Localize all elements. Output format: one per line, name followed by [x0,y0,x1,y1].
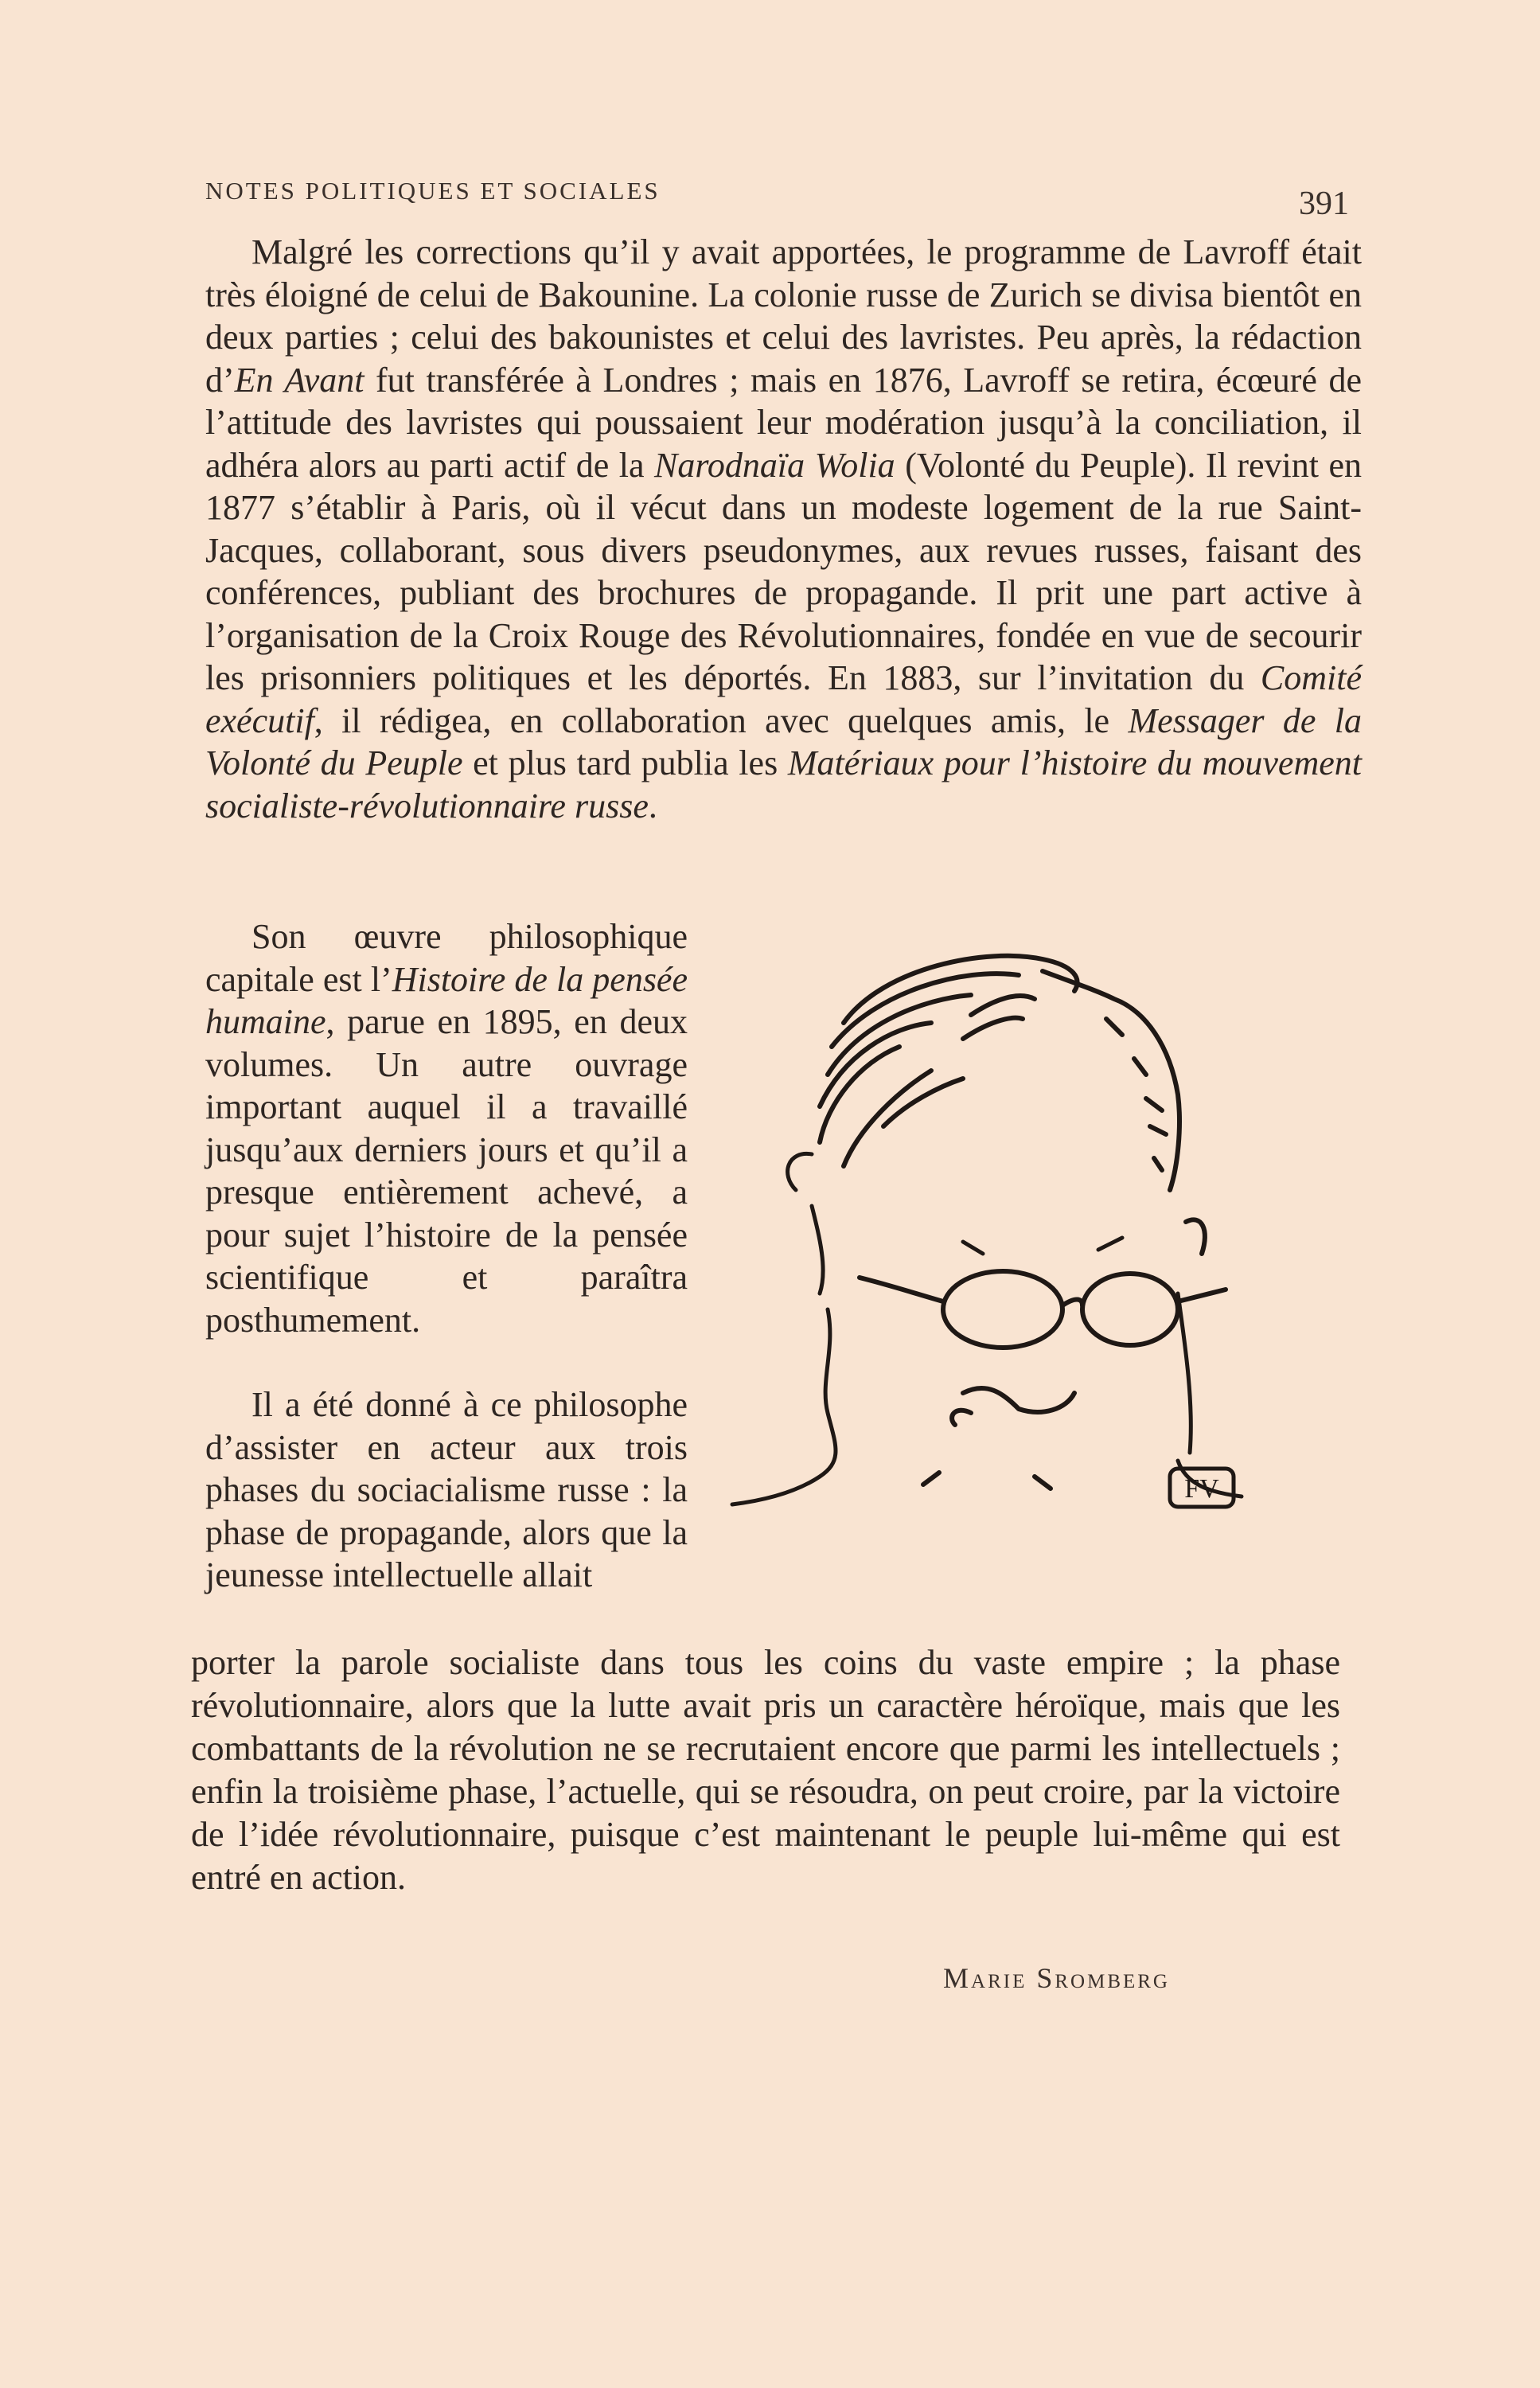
text-run: Malgré les corrections qu’il y avait apportées, le programme de Lavroff était très éloigné de celui de Bakounine. La colonie russe de Zurich se divisa bientôt en deux parties ; celui des bakounistes et celui des lavristes. Peu après, la rédaction d’ [205,232,1362,400]
glasses [860,1271,1226,1348]
author-signature: Marie Sromberg [943,1962,1170,1994]
italic-title: Narodnaïa Wolia [654,445,895,485]
paragraph-2 [205,915,688,1341]
monogram-text: FV [1184,1474,1219,1504]
portrait-illustration [700,935,1353,1636]
italic-title: Matériaux pour l’histoire du mouvement socialiste-révolutionnaire russe [205,743,1362,825]
text-run: porter la parole socialiste dans tous les coins du vaste empire ; la phase révolutionnaire, alors que la lutte avait pris un caractère héroïque, mais que les combattants de la révolution ne se recrutaient encore que parmi les intellectuels ; enfin la troisième phase, l’actuelle, qui se résoudra, on peut croire, par la victoire de l’idée révolutionnaire, puisque c’est maintenant le peuple lui-même qui est entré en action. [191,1643,1340,1897]
face-outline [732,1153,1242,1504]
monogram [1170,1469,1234,1507]
text-run: , parue en 1895, en deux volumes. Un autre ouvrage important auquel il a travaillé jusqu’aux derniers jours et qu’il a presque entièrement achevé, a pour sujet l’histoire de la pensée scientifique et paraîtra posthumement. [205,1002,688,1340]
text-run: . [648,786,657,825]
text-run: (Volonté du Peuple). Il revint en 1877 s’établir à Paris, où il vécut dans un modeste logement de la rue Saint-Jacques, collaborant, sous divers pseudonymes, aux revues russes, faisant des conférences, publiant des brochures de propagande. Il prit une part active à l’organisation de la Croix Rouge des Révolutionnaires, fondée en vue de secourir les prisonniers politiques et les déportés. En 1883, sur l’invitation du [205,445,1362,697]
paragraph-4 [191,1641,1340,1899]
italic-title: En Avant [234,360,365,400]
text-run: et plus tard publia les [462,743,788,782]
moustache-mouth [923,1388,1074,1489]
page-number: 391 [1299,185,1349,222]
text-run: Il a été donné à ce philosophe d’assister en acteur aux trois phases du sociacialisme russe : la phase de propagande, alors que la jeunesse intellectuelle allait [205,1385,688,1594]
italic-title: Comité exécutif [205,658,1362,740]
text-run: Son œuvre philosophique capitale est l’ [205,917,688,999]
hair-strokes [820,956,1205,1254]
text-run: fut transférée à Londres ; mais en 1876, Lavroff se retira, écœuré de l’attitude des lavristes qui poussaient leur modération jusqu’à la conciliation, il adhéra alors au parti actif de la [205,360,1362,485]
paragraph-1 [205,231,1362,827]
text-run: , il rédigea, en collaboration avec quelques amis, le [314,700,1129,740]
italic-title: Messager de la Volonté du Peuple [205,700,1362,782]
eyebrows [963,1238,1122,1254]
running-header: NOTES POLITIQUES ET SOCIALES [205,177,661,205]
paragraph-3 [205,1383,688,1597]
italic-title: Histoire de la pensée humaine [205,959,688,1041]
